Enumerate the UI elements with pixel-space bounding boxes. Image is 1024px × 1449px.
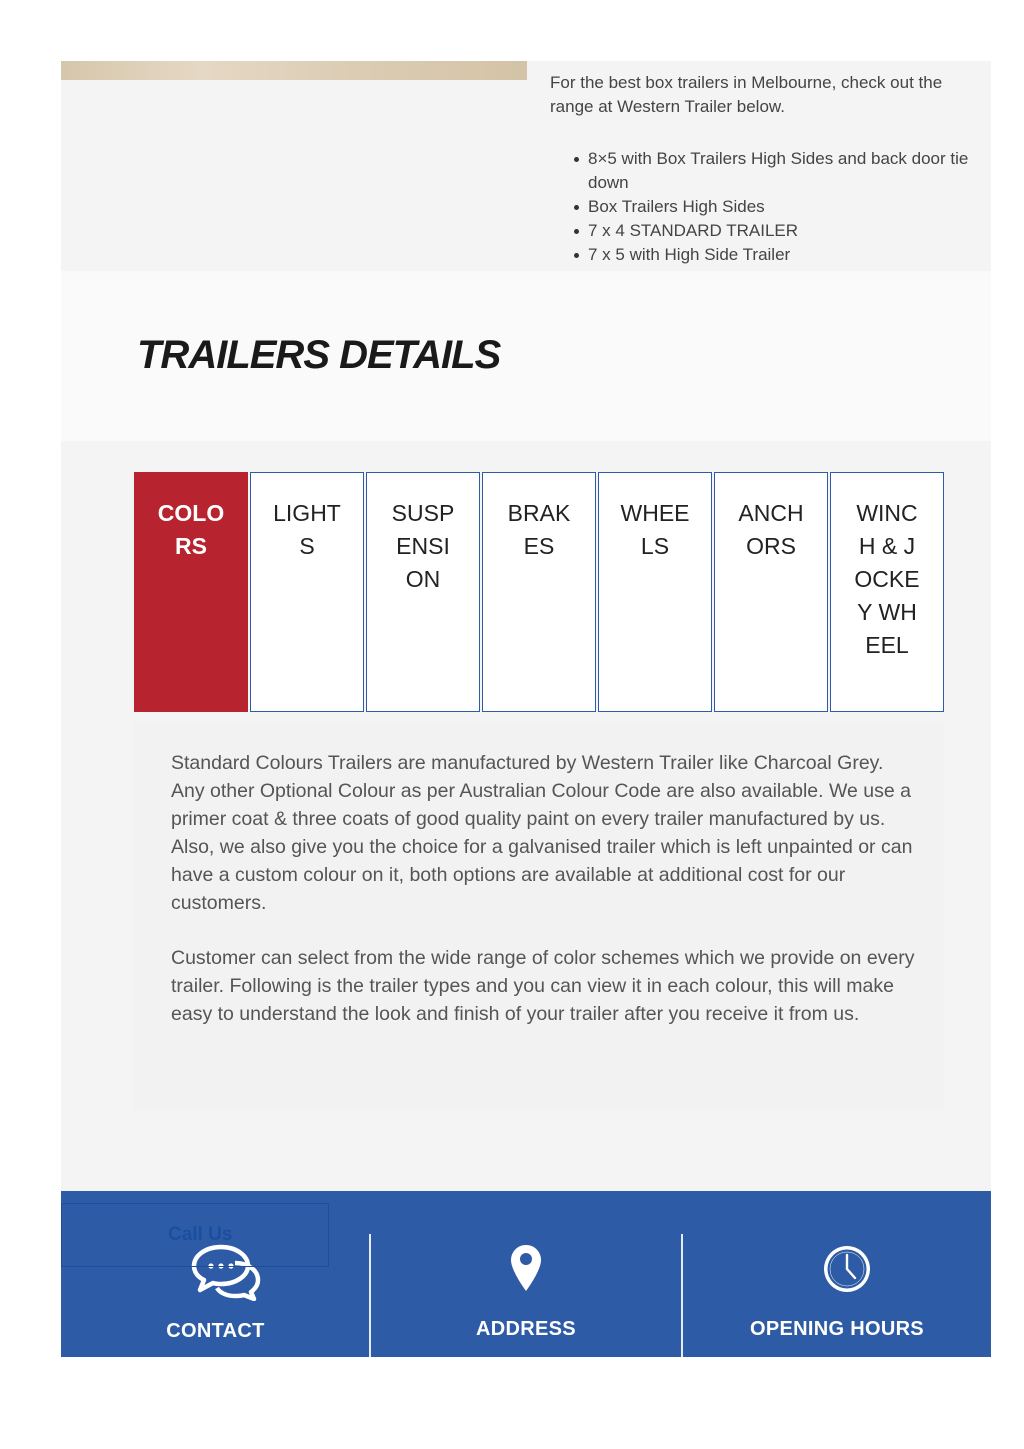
heading-section [61, 271, 991, 441]
call-us-button[interactable] [61, 1203, 329, 1267]
call-us-label: Call Us [168, 1224, 233, 1245]
trailer-list [550, 147, 990, 267]
address-column[interactable] [371, 1191, 681, 1357]
trailer-list-item[interactable]: 8×5 with Box Trailers High Sides and back door tie down [588, 147, 990, 195]
opening-hours-label: OPENING HOURS [750, 1318, 924, 1340]
tab-winch-jockey-wheel[interactable] [830, 472, 944, 712]
tab-brakes[interactable] [482, 472, 596, 712]
tab-label: BRAKES [507, 500, 571, 559]
trailer-list-item[interactable]: Box Trailers High Sides [588, 195, 990, 219]
intro-paragraph: For the best box trailers in Melbourne, check out the range at Western Trailer below. [550, 73, 943, 116]
opening-hours-column[interactable] [683, 1191, 991, 1357]
contact-band [61, 1191, 991, 1357]
tab-label: WINCH & JOCKEY WHEEL [854, 500, 920, 658]
details-section [61, 441, 991, 1191]
tab-colors[interactable] [134, 472, 248, 712]
contact-label: CONTACT [166, 1320, 265, 1342]
tab-wheels[interactable] [598, 472, 712, 712]
intro-text-block [550, 71, 990, 267]
tab-label: ANCHORS [738, 500, 804, 559]
tab-label: COLORS [157, 500, 225, 559]
address-label: ADDRESS [476, 1318, 576, 1340]
map-pin-icon [509, 1243, 543, 1293]
page [61, 61, 991, 1342]
tab-label: LIGHTS [273, 500, 341, 559]
tab-label: WHEELS [620, 500, 690, 559]
details-tabs [134, 472, 946, 712]
intro-section [61, 61, 991, 271]
clock-icon [822, 1244, 872, 1294]
trailer-image [61, 61, 527, 80]
panel-paragraph: Standard Colours Trailers are manufactured by Western Trailer like Charcoal Grey. Any other Optional Colour as per Australian Colour Code are also available. We use a primer coat & three coats of good quality paint on every trailer manufactured by us. Also, we also give you the choice for a galvanised trailer which is left unpainted or can have a custom colour on it, both options are available at additional cost for our customers. [171, 752, 913, 914]
trailer-list-item[interactable]: 7 x 5 with High Side Trailer [588, 243, 990, 267]
tab-anchors[interactable] [714, 472, 828, 712]
tab-lights[interactable] [250, 472, 364, 712]
trailer-list-item[interactable]: 7 x 4 STANDARD TRAILER [588, 219, 990, 243]
panel-paragraph: Customer can select from the wide range of color schemes which we provide on every trailer. Following is the trailer types and you can view it in each colour, this will make easy to understand the look and finish of your trailer after you receive it from us. [171, 947, 915, 1025]
tab-label: SUSPENSION [391, 500, 455, 592]
section-title: TRAILERS DETAILS [137, 333, 501, 377]
tab-panel-colors [134, 721, 944, 1111]
tab-suspension[interactable] [366, 472, 480, 712]
